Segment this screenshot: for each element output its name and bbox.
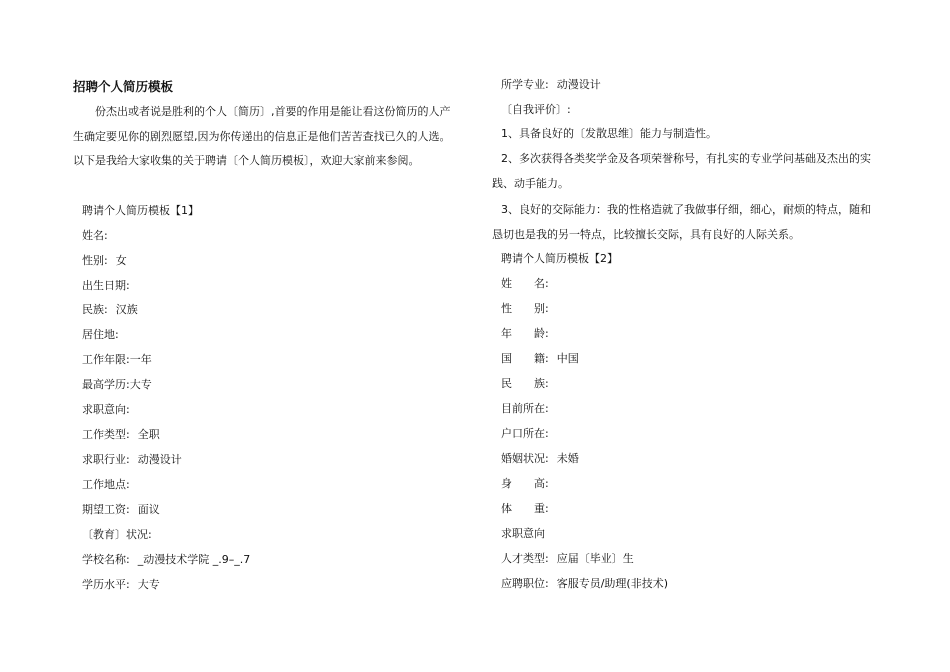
field-work-location: 工作地点: [82, 478, 130, 491]
self-evaluation-heading: 〔自我评价〕: [501, 103, 571, 116]
field-weight-2: 体 重: [501, 502, 549, 515]
field-job-intention: 求职意向: [82, 403, 130, 416]
self-evaluation-item-3: 3、良好的交际能力：我的性格造就了我做事仔细，细心，耐烦的特点，随和恳切也是我的另一特点，比较擅长交际，具有良好的人际关系。 [492, 203, 871, 241]
field-work-years: 工作年限:一年 [82, 353, 152, 366]
field-ethnicity: 民族: 汉族 [82, 303, 138, 316]
field-talent-type-2: 人才类型: 应届〔毕业〕生 [501, 552, 634, 565]
field-major: 所学专业: 动漫设计 [501, 78, 601, 91]
field-job-intention-2: 求职意向 [501, 527, 545, 540]
self-evaluation-item-2: 2、多次获得各类奖学金及各项荣誉称号，有扎实的专业学问基础及杰出的实践、动手能力。 [492, 152, 871, 190]
field-height-2: 身 高: [501, 477, 549, 490]
field-gender: 性别: 女 [82, 254, 127, 267]
section-heading-2: 聘请个人简历模板【2】 [501, 252, 618, 265]
intro-paragraph: 份杰出或者说是胜利的个人〔简历〕,首要的作用是能让看这份简历的人产生确定要见你的剧烈愿望,因为你传递出的信息正是他们苦苦查找已久的人选。以下是我给大家收集的关于聘请〔个人简历模板〕，欢迎大家前来参阅。 [73, 105, 451, 167]
field-applied-position-2: 应聘职位: 客服专员/助理(非技术) [501, 577, 669, 590]
field-birthdate: 出生日期: [82, 279, 130, 292]
field-marital-status-2: 婚姻状况: 未婚 [501, 452, 579, 465]
field-education-status: 〔教育〕状况: [82, 528, 152, 541]
field-nationality-2: 国 籍: 中国 [501, 352, 579, 365]
field-degree-level: 学历水平: 大专 [82, 578, 160, 591]
field-name: 姓名: [82, 229, 108, 242]
field-education: 最高学历:大专 [82, 378, 152, 391]
field-work-type: 工作类型: 全职 [82, 428, 160, 441]
field-current-location-2: 目前所在: [501, 402, 549, 415]
field-residence: 居住地: [82, 328, 119, 341]
field-ethnicity-2: 民 族: [501, 377, 549, 390]
section-heading-1: 聘请个人简历模板【1】 [82, 204, 199, 217]
field-household-registration-2: 户口所在: [501, 427, 549, 440]
field-gender-2: 性 别: [501, 302, 549, 315]
field-industry: 求职行业: 动漫设计 [82, 453, 182, 466]
field-name-2: 姓 名: [501, 277, 549, 290]
field-age-2: 年 龄: [501, 327, 549, 340]
document-title: 招聘个人简历模板 [73, 79, 174, 94]
self-evaluation-item-1: 1、具备良好的〔发散思维〕能力与制造性。 [501, 127, 717, 140]
field-school-name: 学校名称: _动漫技术学院 _.9–_.7 [82, 553, 251, 566]
field-expected-salary: 期望工资: 面议 [82, 503, 160, 516]
